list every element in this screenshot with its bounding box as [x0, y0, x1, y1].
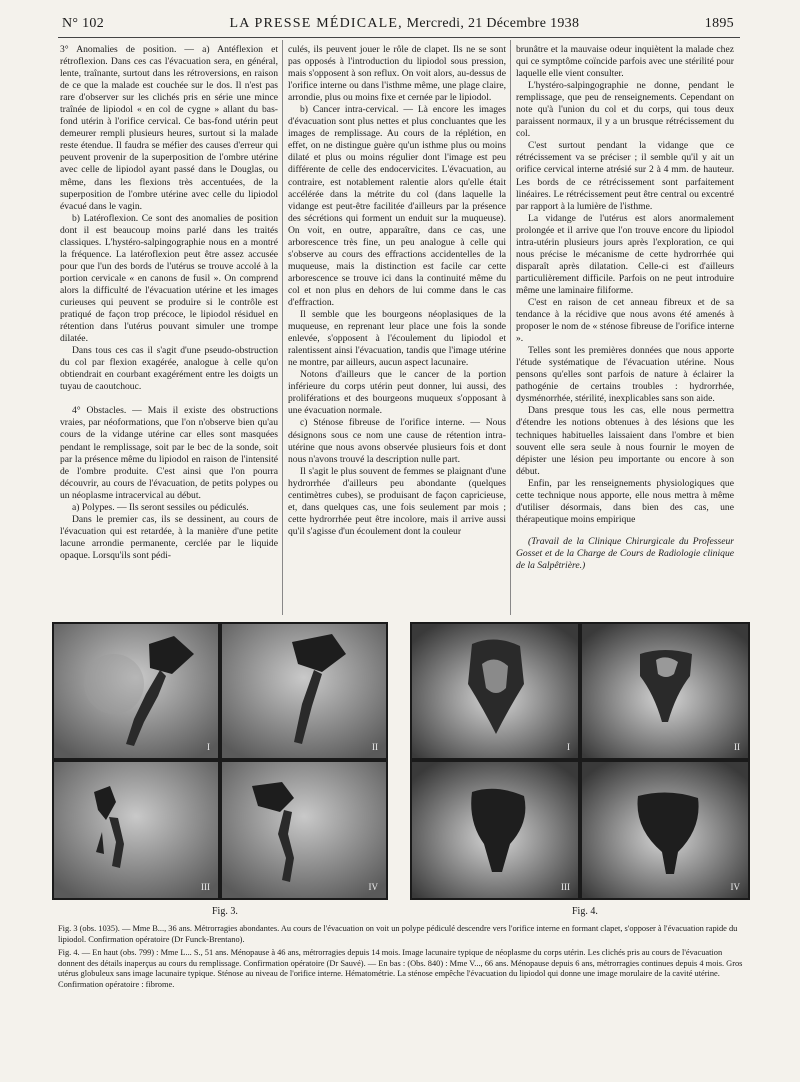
- header-rule: [58, 37, 740, 38]
- radiograph-image: [582, 762, 748, 898]
- radiograph-panel: [222, 624, 386, 758]
- paragraph: b) Cancer intra-cervical. — Là encore les images d'évacuation sont plus nettes et plus concluantes que les images de remplissage. Au cours de la réplétion, en effet, on ne distingue guère qu'un isthme plus ou moins dilaté et plus ou moins régulier dont l'image est peu différente de celle des endocervicites. L'évacuation, au contraire, est notablement ralentie alors qu'elle était accélérée dans la métrite du col (dans laquelle la vidange est peut-être facilitée d'ailleurs par la présence des sécrétions qui forment un enduit sur la muqueuse). On voit, en outre, apparaître, dans ce cas, une arborescence très fine, un peu analogue à celle qui s'observe au cours des effractions accidentelles de la muqueuse, mais la distinction est facile car cette arborescence se trouve ici dans la continuité même du col et non plus en dehors de lui comme dans le cas d'effraction.: [288, 104, 506, 308]
- radiograph-image: [222, 762, 386, 898]
- running-header: [62, 16, 734, 38]
- radiograph-image: [54, 624, 218, 758]
- paragraph: 4° Obstacles. — Mais il existe des obstructions vraies, par néoformations, que l'on n'observe bien qu'au cours de la vidange utérine car elles sont masquées pendant le remplissage, soit par le bec de la sonde, soit par la présence même du lipiodol en raison de l'intensité de l'ombre produite. C'est ainsi que l'on pourra découvrir, au cours de l'évacuation, de petits polypes ou un néoplasme intracervical au début.: [60, 405, 278, 501]
- radiograph-panel: [582, 762, 748, 898]
- radiograph-panel: [54, 624, 218, 758]
- radiograph-panel: [222, 762, 386, 898]
- paragraph: Il semble que les bourgeons néoplasiques de la muqueuse, en reprenant leur place une fois la sonde enlevée, s'opposent à l'écoulement du lipiodol et ralentissent ainsi l'évacuation, tandis que l'image utérine ne montre, par ailleurs, aucun aspect lacunaire.: [288, 309, 506, 369]
- figure-4-label: Fig. 4.: [572, 906, 598, 917]
- paragraph: C'est en raison de cet anneau fibreux et de sa tendance à la récidive que nous avons été amenés à proposer le nom de « sténose fibreuse de l'orifice interne ».: [516, 296, 734, 345]
- paragraph: Notons d'ailleurs que le cancer de la portion inférieure du corps utérin peut donner, lui aussi, des proliférations et des bourgeons muqueux s'opposant à une évacuation normale.: [288, 369, 506, 417]
- paragraph: L'hystéro-salpingographie ne donne, pendant le remplissage, que peu de renseignements. Cependant on note qu'à l'union du col et du corps, qui tous deux paraissent normaux, il y a un brusque rétrécissement du col.: [516, 80, 734, 140]
- figure-4-radiographs: [410, 622, 750, 900]
- paragraph: C'est surtout pendant la vidange que ce rétrécissement va se préciser ; il semble qu'il y ait un orifice cervical interne atrésié sur 2 à 4 mm. de hauteur. Les bords de ce rétrécissement sont parfaitement linéaires. Le rétrécissement peut être central ou excentré par rapport à la lumière de l'isthme.: [516, 140, 734, 212]
- paragraph: b) Latéroflexion. Ce sont des anomalies de position dont il est beaucoup moins parlé dans les traités classiques. L'hystéro-salpingographie nous en a montré la fréquence. La latéroflexion peut être assez accusée pour que l'un des bords de l'utérus se trouve accolé à la portion cervicale « en canons de fusil ». On comprend alors la difficulté de l'évacuation utérine et les images curieuses qui peuvent se produire si le contrôle est pratiqué de façon trop précoce, le lipiodol résiduel en rétention dans l'utérus pouvant simuler une trompe dilatée.: [60, 212, 278, 345]
- paragraph: c) Sténose fibreuse de l'orifice interne. — Nous désignons sous ce nom une cause de rétention intra-utérine que nous avons observée plusieurs fois et dont nous n'avons trouvé la description nulle part.: [288, 417, 506, 465]
- radiograph-image: [412, 624, 578, 758]
- panel-numeral: IV: [368, 882, 378, 892]
- panel-numeral: I: [567, 742, 570, 752]
- figure-3-label: Fig. 3.: [212, 906, 238, 917]
- column-divider: [282, 40, 283, 615]
- issue-number: N° 102: [62, 16, 105, 31]
- paragraph: Telles sont les premières données que nous apporte l'étude systématique de l'évacuation utérine. Nous pensons qu'elles sont parfois de nature à éclairer la pathogénie de certains troubles : hydrorrhée, dysménorrhée, stérilité, inexplicables sans son aide.: [516, 345, 734, 405]
- paragraph: Dans le premier cas, ils se dessinent, au cours de l'évacuation qui est retardée, à la manière d'une petite lacune arrondie permanente, cerclée par le liquide opaque. Lorsqu'ils sont pédi-: [60, 513, 278, 561]
- radiograph-image: [412, 762, 578, 898]
- paragraph: culés, ils peuvent jouer le rôle de clapet. Ils ne se sont pas opposés à l'introduction du lipiodol sous pression, mais s'opposent à son reflux. On voit alors, au-dessus de l'orifice interne ou dans l'isthme même, une plage claire, arrondie, plus ou moins fixe et cernée par le lipiodol.: [288, 44, 506, 104]
- paragraph: Dans presque tous les cas, elle nous permettra d'étendre les notions obtenues à des lésions que les techniques habituelles laissaient dans l'ombre et bien souvent elle sera seule à nous fournir le moyen de dépister une lésion peu importante ou encore à son début.: [516, 405, 734, 477]
- radiograph-image: [54, 762, 218, 898]
- figure-3-caption: Fig. 3 (obs. 1035). — Mme B..., 36 ans. Métrorragies abondantes. Au cours de l'évacuation on voit un polype pédiculé descendre vers l'orifice interne en formant clapet, s'opposer à l'évacuation rapide du lipiodol. Confirmation opératoire (Dr Funck-Brentano).: [58, 924, 738, 944]
- text-column-1: [60, 44, 278, 620]
- page-number: 1895: [704, 16, 734, 31]
- paragraph: brunâtre et la mauvaise odeur inquiètent la malade chez qui ce symptôme coïncide parfois avec une stérilité pour laquelle elle vient consulter.: [516, 44, 734, 80]
- panel-numeral: IV: [730, 882, 740, 892]
- paragraph: Dans tous ces cas il s'agit d'une pseudo-obstruction du col par flexion exagérée, analogue à celle qu'on obtiendrait en courbant exagérément entre les doigts un tuyau de caoutchouc.: [60, 345, 278, 393]
- radiograph-image: [582, 624, 748, 758]
- radiograph-panel: [582, 624, 748, 758]
- panel-numeral: II: [734, 742, 740, 752]
- text-column-2: [288, 44, 506, 604]
- figure-4-caption: Fig. 4. — En haut (obs. 799) : Mme L... S., 51 ans. Ménopause à 46 ans, métrorragies depuis 14 mois. Image lacunaire typique de néoplasme du corps utérin. Les clichés pris au cours de l'évacuation donnent des détails inaperçus au cours du remplissage. Confirmation opératoire (Dr Sauvé). — En bas : (Obs. 840) : Mme V..., 66 ans. Ménopause depuis 6 ans, métrorragies continues depuis 4 mois. Gros utérus globuleux sans image lacunaire typique. Sténose au niveau de l'orifice interne. Hématométrie. La sténose empêche l'évacuation du lipiodol qui donne une image morulaire de la cavité utérine. Confirmation opératoire : fibrome.: [58, 948, 743, 989]
- text-column-3: [516, 44, 734, 604]
- radiograph-panel: [412, 624, 578, 758]
- figure-3-radiographs: [52, 622, 388, 900]
- radiograph-panel: [412, 762, 578, 898]
- paragraph: Enfin, par les renseignements physiologiques que cette technique nous apporte, elle nous mettra à même d'utiliser désormais, dans bien des cas, une thérapeutique moins empirique: [516, 477, 734, 525]
- paragraph: 3° Anomalies de position. — a) Antéflexion et rétroflexion. Dans ces cas l'évacuation sera, en général, lente, traînante, surtout dans les rétroversions, en raison de ce que la malade est couchée sur le dos. Il n'est pas rare d'observer sur les clichés pris en série une mince traînée de lipiodol « en col de cygne » allant du bas-fond utérin à l'orifice cervical. Ce bas-fond utérin peut demeurer rempli plusieurs heures, surtout si la malade reste étendue. Il faudra se méfier des causes d'erreur qui peuvent provenir de la superposition de l'ombre utérine avec celle de lipiodol ayant passé dans le Douglas, ou même, dans les flexions très accentuées, de la superposition de l'ombre utérine avec celle du lipiodol évacué dans le vagin.: [60, 44, 278, 212]
- paragraph: Il s'agit le plus souvent de femmes se plaignant d'une hydrorrhée d'ailleurs peu abondante (quelques centimètres cubes), se produisant de façon capricieuse, et, dans quelques cas, une fois seulement par mois ; cette hydrorrhée peut être incolore, mais il arrive aussi qu'il s'agisse d'un écoulement dont la couleur: [288, 465, 506, 537]
- panel-numeral: III: [561, 882, 570, 892]
- panel-numeral: III: [201, 882, 210, 892]
- work-credit: (Travail de la Clinique Chirurgicale du Professeur Gosset et de la Charge de Cours de Radiologie clinique de la Salpêtrière.): [516, 535, 734, 571]
- panel-numeral: I: [207, 742, 210, 752]
- panel-numeral: II: [372, 742, 378, 752]
- journal-title: LA PRESSE MÉDICALE, Mercredi, 21 Décembre 1938: [229, 16, 580, 31]
- radiograph-panel: [54, 762, 218, 898]
- column-divider: [510, 40, 511, 615]
- paragraph: a) Polypes. — Ils seront sessiles ou pédiculés.: [72, 501, 249, 513]
- radiograph-image: [222, 624, 386, 758]
- paragraph: La vidange de l'utérus est alors anormalement prolongée et il arrive que l'on trouve encore du lipiodol intra-utérin plusieurs jours après l'exploration, ce qui nous précise le mécanisme de cette hydrorrhée qui disparaît après dilatation. Celle-ci est d'ailleurs particulièrement difficile. Parfois on ne peut introduire même une laminaire filiforme.: [516, 212, 734, 296]
